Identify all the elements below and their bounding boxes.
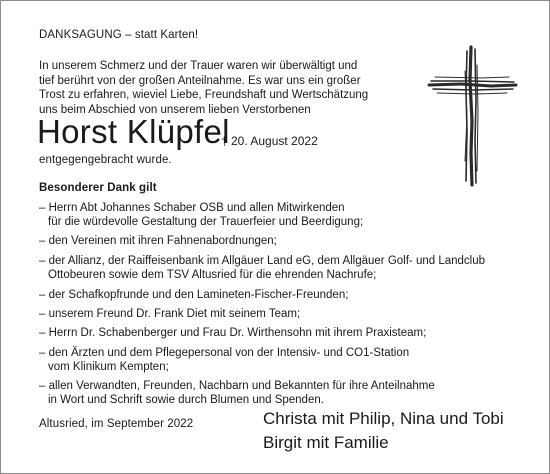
after-name-text: entgegengebracht wurde. xyxy=(39,154,172,166)
special-thanks-heading: Besonderer Dank gilt xyxy=(39,182,157,194)
thanks-item-line: vom Klinikum Kempten; xyxy=(48,361,169,373)
header-title: DANKSAGUNG – statt Karten! xyxy=(39,29,199,41)
thanks-item xyxy=(39,234,277,248)
thanks-item-line: für die würdevolle Gestaltung der Trauerfeier und Beerdigung; xyxy=(48,216,364,228)
thanks-item-line: – der Schafkopfrunde und den Lamineten-Fischer-Freunden; xyxy=(39,289,349,301)
death-date: † 20. August 2022 xyxy=(221,134,318,148)
thanks-item xyxy=(39,288,348,302)
intro-line: uns beim Abschied von unserem lieben Verstorbenen xyxy=(39,103,311,116)
signature-line: Birgit mit Familie xyxy=(263,433,389,452)
thanks-item xyxy=(39,326,426,340)
signature-line: Christa mit Philip, Nina und Tobi xyxy=(263,409,504,428)
thanks-item xyxy=(39,254,485,282)
deceased-name: Horst Klüpfel xyxy=(37,113,230,150)
thanks-item-line: Ottobeuren sowie dem TSV Altusried für die ehrenden Nachrufe; xyxy=(48,269,377,281)
thanks-item-line: – den Vereinen mit ihren Fahnenabordnungen; xyxy=(39,235,277,247)
place-date: Altusried, im September 2022 xyxy=(39,418,194,430)
thanks-item xyxy=(39,201,363,229)
intro-paragraph xyxy=(39,59,368,117)
thanks-item-line: – den Ärzten und dem Pflegepersonal von der Intensiv- und CO1-Station xyxy=(39,347,410,359)
thanks-item-line: – allen Verwandten, Freunden, Nachbarn und Bekannten für ihre Anteilnahme xyxy=(39,380,435,392)
thanks-item-line: – unserem Freund Dr. Frank Diet mit seinem Team; xyxy=(39,308,301,320)
thanks-item-line: – Herrn Abt Johannes Schaber OSB und allen Mitwirkenden xyxy=(39,202,345,214)
thanks-item xyxy=(39,307,300,321)
thanks-item xyxy=(39,379,435,407)
thanks-item-line: – Herrn Dr. Schabenberger und Frau Dr. Wirthensohn mit ihrem Praxisteam; xyxy=(39,327,427,339)
cross-icon xyxy=(421,41,521,191)
thanks-item-line: in Wort und Schrift sowie durch Blumen und Spenden. xyxy=(48,394,324,406)
intro-line: tief berührt von der großen Anteilnahme. Es war uns ein großer xyxy=(39,74,361,87)
intro-line: Trost zu erfahren, wieviel Liebe, Freundshaft und Wertschätzung xyxy=(39,89,369,101)
intro-line: In unserem Schmerz und der Trauer waren wir überwältigt und xyxy=(39,60,358,72)
thanks-item-line: – der Allianz, der Raiffeisenbank im Allgäuer Land eG, dem Allgäuer Golf- und Landclub xyxy=(39,255,486,267)
thanks-item xyxy=(39,346,409,374)
